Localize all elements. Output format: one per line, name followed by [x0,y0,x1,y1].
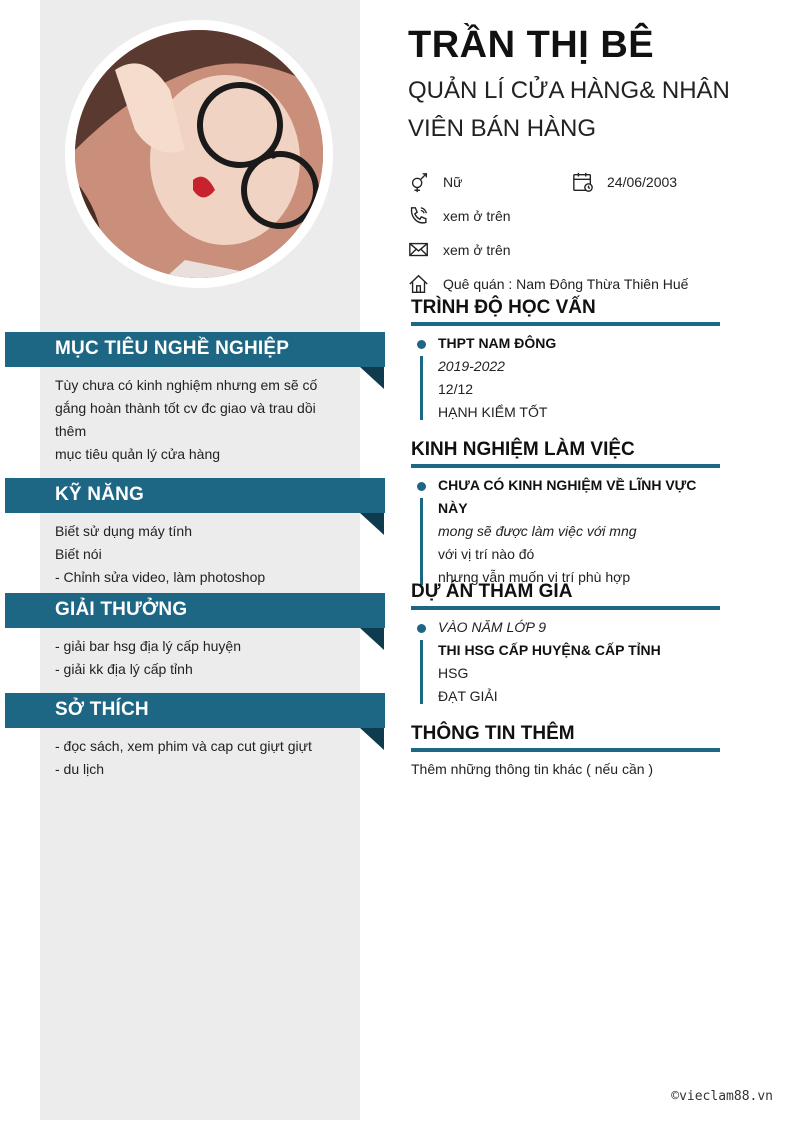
timeline-line [420,356,423,420]
experience-title: KINH NGHIỆM LÀM VIỆC [411,439,720,468]
objective-section [5,332,385,466]
school-period: 2019-2022 [438,358,505,374]
awards-banner [5,593,385,628]
avatar [75,30,323,278]
mail-icon [408,239,430,261]
objective-line: gắng hoàn thành tốt cv đc giao và trau dồi [55,400,316,416]
skills-body [5,513,385,589]
candidate-role: QUẢN LÍ CỬA HÀNG& NHÂN VIÊN BÁN HÀNG [408,77,730,142]
banner-fold [360,628,384,650]
skills-section [5,478,385,589]
experience-line: nhưng vẫn muốn vị trí phù hợp [438,569,631,585]
birthdate-value: 24/06/2003 [607,174,678,190]
hobby-line: - đọc sách, xem phim và cap cut giựt giựt [55,738,312,754]
project-line: ĐẠT GIẢI [438,688,498,704]
awards-body [5,628,385,681]
banner-fold [360,513,384,535]
project-line: HSG [438,665,469,681]
skill-line: Biết nói [55,546,102,562]
experience-heading: CHƯA CÓ KINH NGHIỆM VỀ LĨNH VỰC NÀY [438,477,697,516]
objective-line: Tùy chưa có kinh nghiệm nhưng em sẽ cố [55,377,318,393]
project-entry [411,616,720,708]
calendar-icon [572,171,594,193]
timeline-dot [417,340,426,349]
timeline-dot [417,482,426,491]
candidate-name: TRẦN THỊ BÊ [408,24,655,66]
extra-text: Thêm những thông tin khác ( nếu cần ) [411,761,654,777]
gender-row [408,171,462,193]
hobbies-body [5,728,385,781]
address-row [408,273,688,295]
school-name: THPT NAM ĐÔNG [438,335,557,351]
email-value: xem ở trên [443,242,511,258]
gender-icon [408,171,430,193]
extra-section [411,723,720,781]
projects-title: DỰ ÁN THAM GIA [411,581,720,610]
banner-fold [360,367,384,389]
objective-title: MỤC TIÊU NGHỀ NGHIỆP [55,338,290,359]
hobbies-section [5,693,385,781]
home-icon [408,273,430,295]
award-line: - giải bar hsg địa lý cấp huyện [55,638,241,654]
extra-title: THÔNG TIN THÊM [411,723,720,752]
education-section [411,297,720,424]
award-line: - giải kk địa lý cấp tỉnh [55,661,193,677]
skills-banner [5,478,385,513]
education-title: TRÌNH ĐỘ HỌC VẤN [411,297,720,326]
birthdate-row [572,171,677,193]
education-line: HẠNH KIỂM TỐT [438,404,548,420]
experience-note: mong sẽ được làm việc với mng [438,523,637,539]
project-heading: THI HSG CẤP HUYỆN& CẤP TỈNH [438,642,661,658]
banner-fold [360,728,384,750]
hobbies-banner [5,693,385,728]
skill-line: Biết sử dụng máy tính [55,523,192,539]
skill-line: - Chỉnh sửa video, làm photoshop [55,569,266,585]
objective-line: thêm [55,423,87,439]
skills-title: KỸ NĂNG [55,484,145,505]
timeline-line [420,640,423,704]
experience-section [411,439,720,589]
avatar-photo [75,30,323,278]
education-line: 12/12 [438,381,474,397]
objective-banner [5,332,385,367]
phone-icon [408,205,430,227]
projects-section [411,581,720,708]
email-row [408,239,511,261]
awards-title: GIẢI THƯỞNG [55,599,188,620]
objective-body [5,367,385,466]
awards-section [5,593,385,681]
timeline-dot [417,624,426,633]
education-entry [411,332,720,424]
phone-value: xem ở trên [443,208,511,224]
gender-value: Nữ [443,174,463,190]
experience-line: với vị trí nào đó [438,546,535,562]
hobbies-title: SỞ THÍCH [55,699,149,720]
timeline-line [420,498,423,585]
phone-row [408,205,511,227]
address-value: Quê quán : Nam Đông Thừa Thiên Huế [443,276,689,292]
experience-entry [411,474,720,589]
objective-line: mục tiêu quản lý cửa hàng [55,446,221,462]
hobby-line: - du lịch [55,761,105,777]
watermark: ©vieclam88.vn [671,1089,773,1104]
project-time: VÀO NĂM LỚP 9 [438,619,547,635]
